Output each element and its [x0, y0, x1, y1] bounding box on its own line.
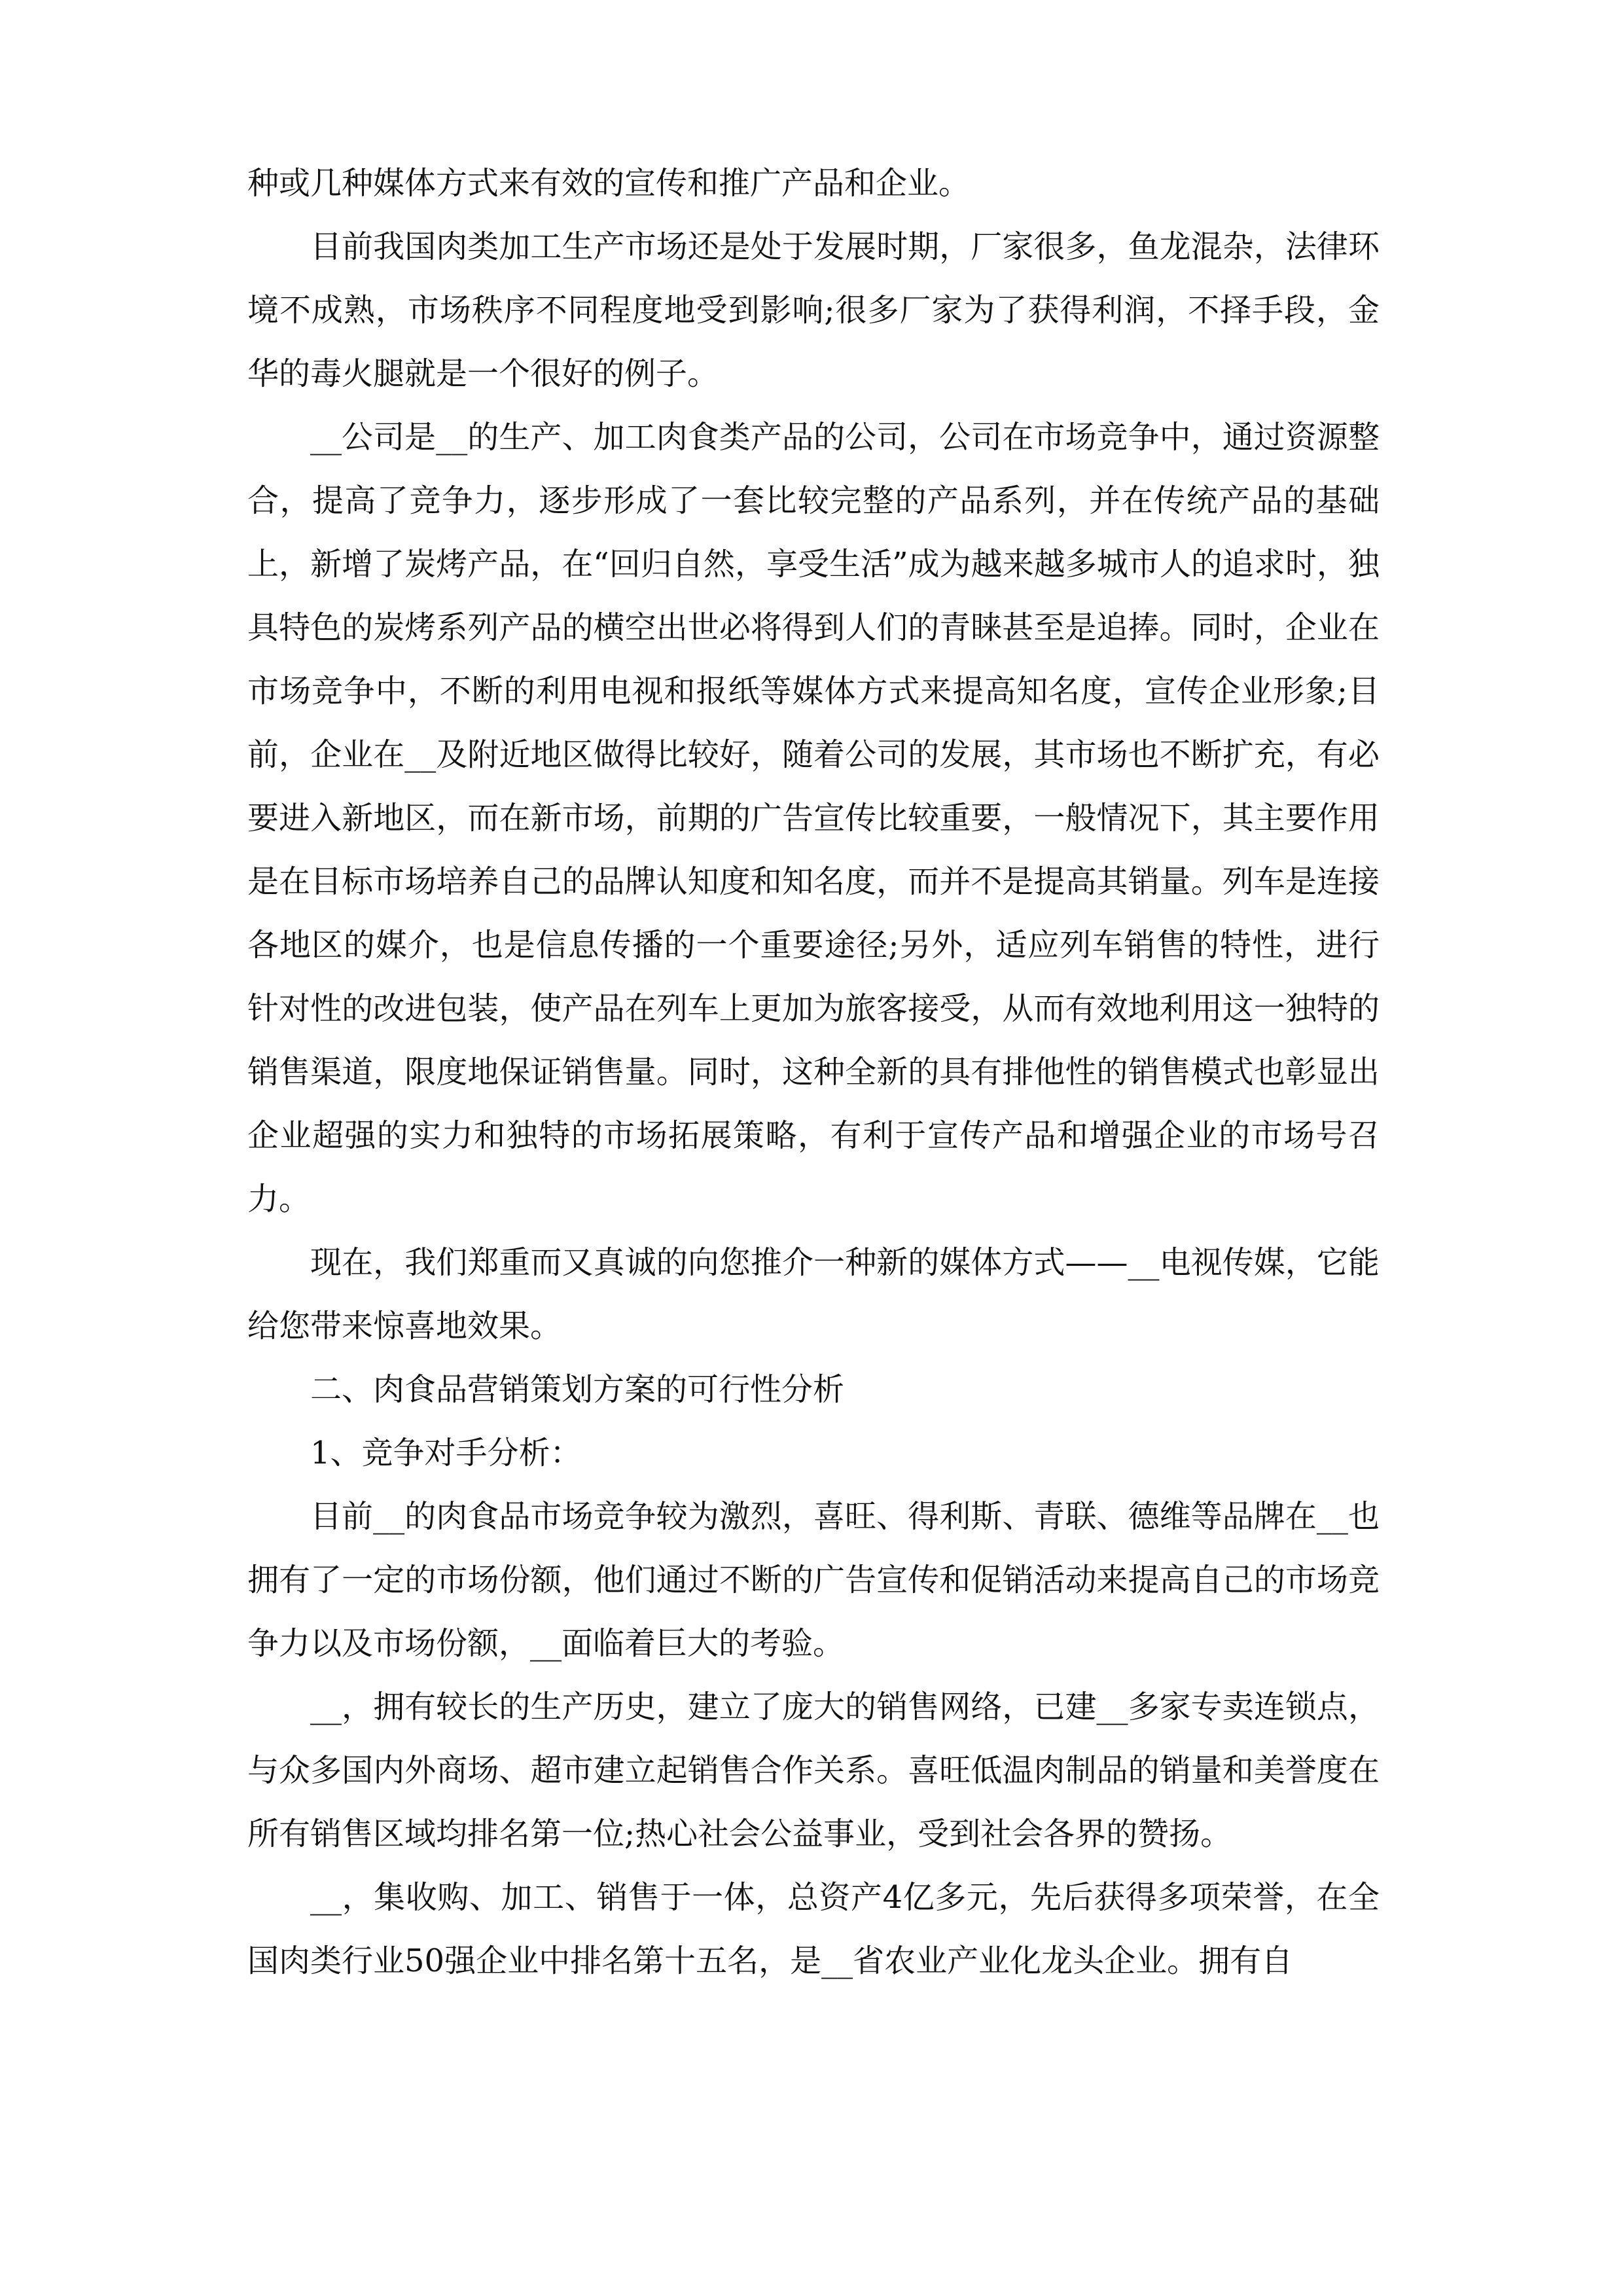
document-body — [247, 152, 1380, 1993]
paragraph-competitor-two: __，集收购、加工、销售于一体，总资产4亿多元，先后获得多项荣誉，在全国肉类行业50强企业中排名第十五名，是__省农业产业化龙头企业。拥有自 — [247, 1879, 1380, 1979]
paragraph-market-overview: 目前我国肉类加工生产市场还是处于发展时期，厂家很多，鱼龙混杂，法律环境不成熟，市场秩序不同程度地受到影响;很多厂家为了获得利润，不择手段，金华的毒火腿就是一个很好的例子。 — [247, 228, 1380, 392]
paragraph-continuation: 种或几种媒体方式来有效的宣传和推广产品和企业。 — [247, 165, 971, 202]
subsection-heading-competitors: 1、竞争对手分析： — [310, 1435, 582, 1471]
section-heading-feasibility: 二、肉食品营销策划方案的可行性分析 — [310, 1371, 845, 1408]
paragraph-competitor-one: __，拥有较长的生产历史，建立了庞大的销售网络，已建__多家专卖连锁点，与众多国内外商场、超市建立起销售合作关系。喜旺低温肉制品的销量和美誉度在所有销售区域均排名第一位;热心社会公益事业，受到社会各界的赞扬。 — [247, 1689, 1380, 1852]
paragraph-competition: 目前__的肉食品市场竞争较为激烈，喜旺、得利斯、青联、德维等品牌在__也拥有了一定的市场份额，他们通过不断的广告宣传和促销活动来提高自己的市场竞争力以及市场份额，__面临着巨大的考验。 — [247, 1498, 1380, 1662]
paragraph-company-intro: __公司是__的生产、加工肉食类产品的公司，公司在市场竞争中，通过资源整合，提高了竞争力，逐步形成了一套比较完整的产品系列，并在传统产品的基础上，新增了炭烤产品，在“回归自然，享受生活”成为越来越多城市人的追求时，独具特色的炭烤系列产品的横空出世必将得到人们的青睐甚至是追捧。同时，企业在市场竞争中，不断的利用电视和报纸等媒体方式来提高知名度，宣传企业形象;目前，企业在__及附近地区做得比较好，随着公司的发展，其市场也不断扩充，有必要进入新地区，而在新市场，前期的广告宣传比较重要，一般情况下，其主要作用是在目标市场培养自己的品牌认知度和知名度，而并不是提高其销量。列车是连接各地区的媒介，也是信息传播的一个重要途径;另外，适应列车销售的特性，进行针对性的改进包装，使产品在列车上更加为旅客接受，从而有效地利用这一独特的销售渠道，限度地保证销售量。同时，这种全新的具有排他性的销售模式也彰显出企业超强的实力和独特的市场拓展策略，有利于宣传产品和增强企业的市场号召力。 — [247, 419, 1380, 1217]
paragraph-media-recommendation: 现在，我们郑重而又真诚的向您推介一种新的媒体方式——__电视传媒，它能给您带来惊喜地效果。 — [247, 1244, 1380, 1344]
